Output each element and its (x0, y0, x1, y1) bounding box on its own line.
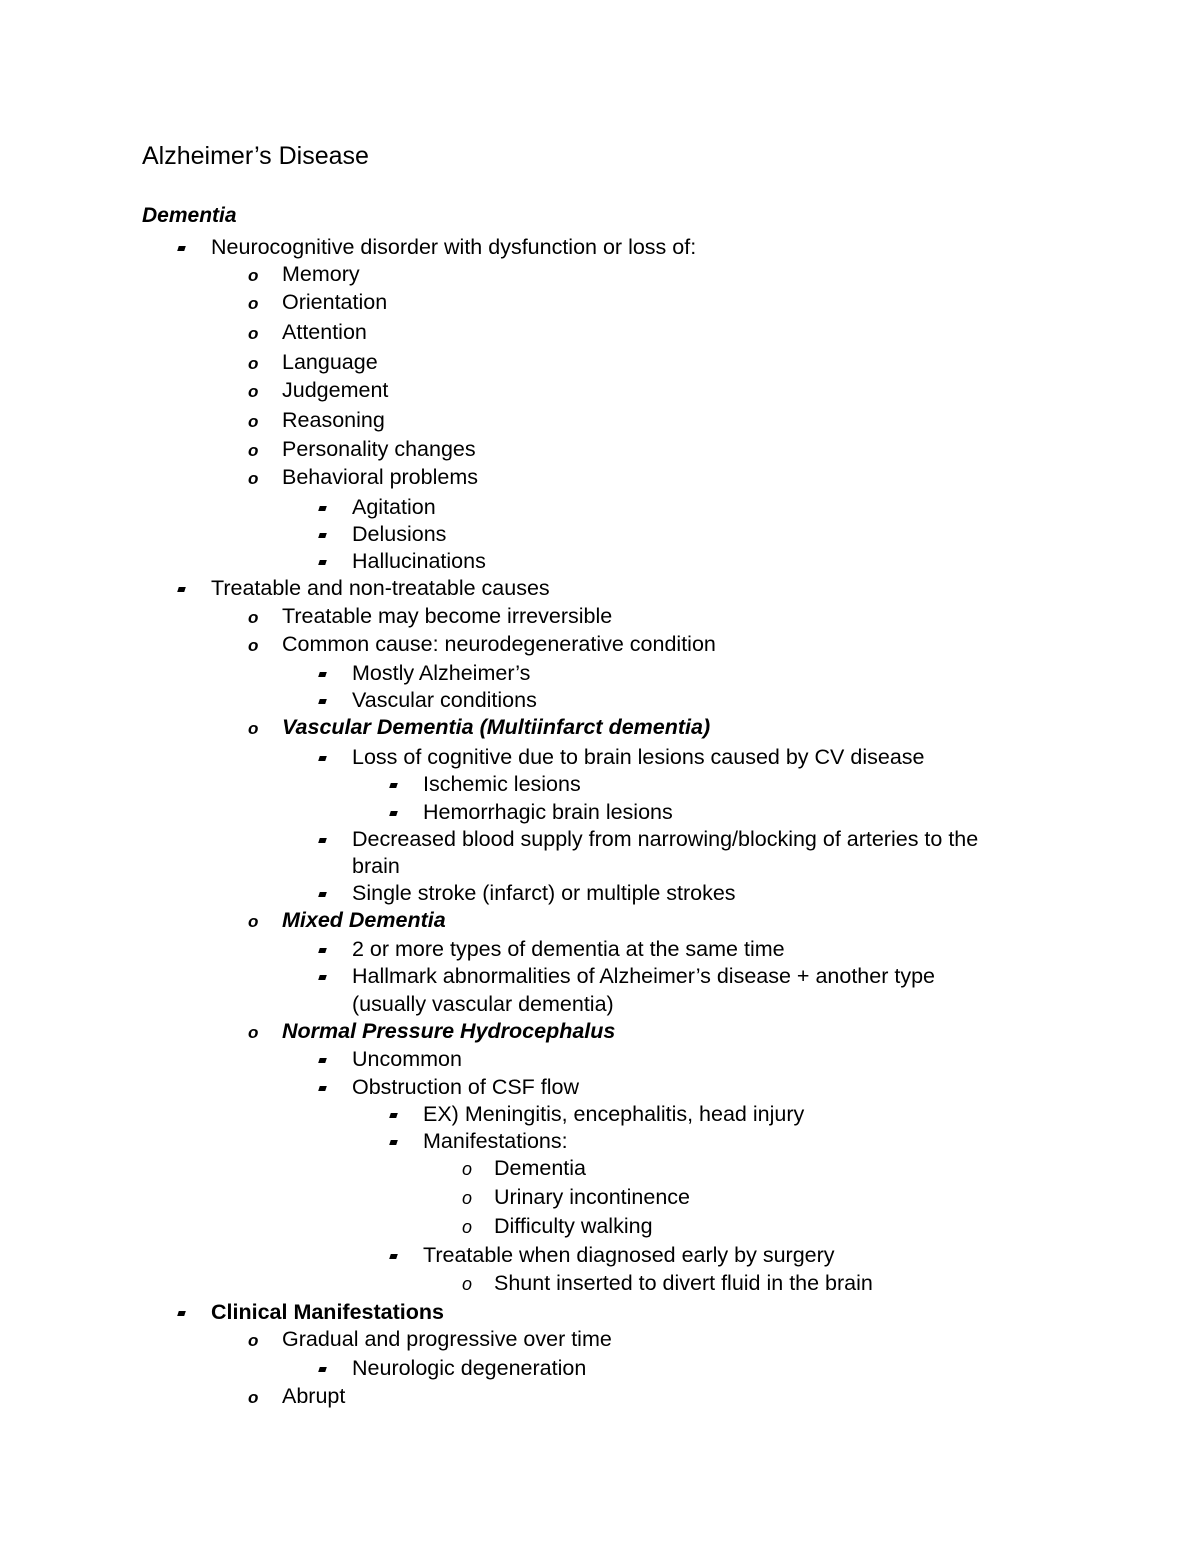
square-bullet-icon (318, 838, 327, 843)
hollow-bullet-icon: o (248, 469, 259, 488)
square-bullet-icon (318, 699, 327, 704)
list-item: Mixed Dementia (282, 908, 446, 932)
square-bullet-icon (318, 756, 327, 761)
list-item: Urinary incontinence (494, 1185, 690, 1209)
hollow-bullet-icon: o (248, 719, 259, 738)
hollow-bullet-icon: o (248, 294, 259, 313)
list-item: Dementia (494, 1156, 587, 1180)
square-bullet-icon (389, 811, 398, 816)
hollow-bullet-icon: o (462, 1159, 473, 1179)
list-item: Memory (282, 262, 360, 286)
hollow-bullet-icon: o (248, 636, 259, 655)
list-item: Agitation (352, 495, 436, 519)
list-item: Reasoning (282, 408, 385, 432)
list-item: Gradual and progressive over time (282, 1327, 612, 1351)
list-item: Single stroke (infarct) or multiple strokes (352, 881, 736, 905)
list-item: Vascular conditions (352, 688, 537, 712)
hollow-bullet-icon: o (248, 441, 259, 460)
hollow-bullet-icon: o (248, 382, 259, 401)
section-heading: Dementia (142, 204, 237, 227)
list-item: Orientation (282, 290, 388, 314)
hollow-bullet-icon: o (248, 608, 259, 627)
square-bullet-icon (318, 560, 327, 565)
list-item: Neurocognitive disorder with dysfunction or loss of: (211, 235, 697, 259)
hollow-bullet-icon: o (462, 1217, 473, 1237)
hollow-bullet-icon: o (248, 354, 259, 373)
list-item: Treatable when diagnosed early by surgery (423, 1243, 835, 1267)
list-item: Clinical Manifestations (211, 1300, 444, 1324)
square-bullet-icon (318, 1367, 327, 1372)
hollow-bullet-icon: o (248, 1023, 259, 1042)
hollow-bullet-icon: o (248, 1331, 259, 1350)
list-item: Abrupt (282, 1384, 346, 1408)
square-bullet-icon (318, 506, 327, 511)
list-item: Shunt inserted to divert fluid in the brain (494, 1271, 873, 1295)
list-item: Decreased blood supply from narrowing/blocking of arteries to the (352, 827, 979, 851)
list-item: Personality changes (282, 437, 476, 461)
list-item: Normal Pressure Hydrocephalus (282, 1019, 616, 1043)
hollow-bullet-icon: o (462, 1274, 473, 1294)
square-bullet-icon (389, 1140, 398, 1145)
list-item: Attention (282, 320, 367, 344)
square-bullet-icon (177, 246, 186, 251)
list-item: Loss of cognitive due to brain lesions caused by CV disease (352, 745, 925, 769)
list-item: Hallmark abnormalities of Alzheimer’s disease + another type (352, 964, 935, 988)
list-item: Behavioral problems (282, 465, 478, 489)
list-item: EX) Meningitis, encephalitis, head injury (423, 1102, 805, 1126)
square-bullet-icon (318, 892, 327, 897)
hollow-bullet-icon: o (248, 1388, 259, 1407)
hollow-bullet-icon: o (248, 266, 259, 285)
square-bullet-icon (318, 672, 327, 677)
square-bullet-icon (177, 1311, 186, 1316)
list-item: Ischemic lesions (423, 772, 581, 796)
list-item: Vascular Dementia (Multiinfarct dementia) (282, 715, 711, 739)
square-bullet-icon (318, 533, 327, 538)
hollow-bullet-icon: o (248, 912, 259, 931)
hollow-bullet-icon: o (248, 324, 259, 343)
square-bullet-icon (177, 587, 186, 592)
square-bullet-icon (318, 1058, 327, 1063)
list-item: Difficulty walking (494, 1214, 653, 1238)
square-bullet-icon (389, 1113, 398, 1118)
list-item: brain (352, 854, 400, 878)
square-bullet-icon (389, 1254, 398, 1259)
list-item: Common cause: neurodegenerative condition (282, 632, 716, 656)
list-item: Language (282, 350, 378, 374)
hollow-bullet-icon: o (462, 1188, 473, 1208)
square-bullet-icon (389, 783, 398, 788)
square-bullet-icon (318, 948, 327, 953)
list-item: Neurologic degeneration (352, 1356, 587, 1380)
list-item: Mostly Alzheimer’s (352, 661, 531, 685)
square-bullet-icon (318, 975, 327, 980)
list-item: Hallucinations (352, 549, 486, 573)
list-item: Treatable may become irreversible (282, 604, 613, 628)
list-item: 2 or more types of dementia at the same time (352, 937, 785, 961)
list-item: Delusions (352, 522, 447, 546)
list-item: Obstruction of CSF flow (352, 1075, 580, 1099)
list-item: Judgement (282, 378, 389, 402)
list-item: (usually vascular dementia) (352, 992, 614, 1016)
list-item: Uncommon (352, 1047, 462, 1071)
page-title: Alzheimer’s Disease (142, 142, 369, 170)
list-item: Manifestations: (423, 1129, 568, 1153)
square-bullet-icon (318, 1086, 327, 1091)
list-item: Hemorrhagic brain lesions (423, 800, 673, 824)
hollow-bullet-icon: o (248, 412, 259, 431)
list-item: Treatable and non-treatable causes (211, 576, 550, 600)
